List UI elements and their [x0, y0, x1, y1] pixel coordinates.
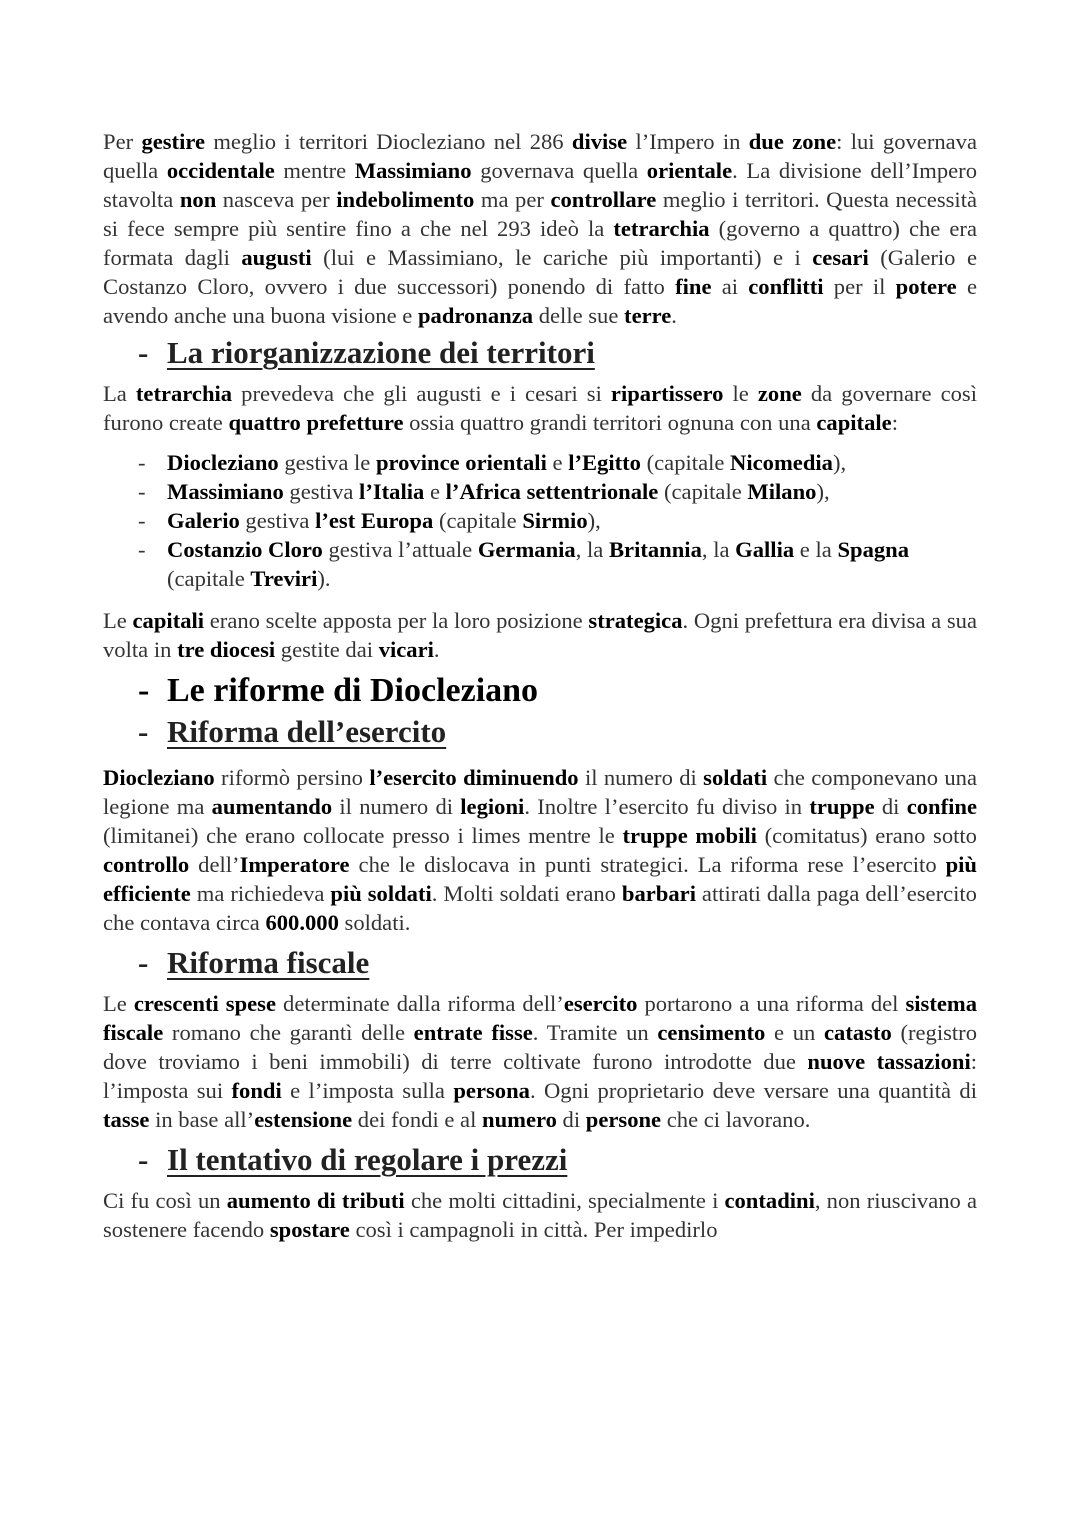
bold-term: province orientali	[375, 450, 547, 475]
heading-dash: -	[138, 672, 150, 709]
bold-term: vicari	[378, 637, 434, 662]
heading-riforme-diocleziano	[103, 670, 977, 712]
bold-term: contadini	[724, 1188, 815, 1213]
bold-term: tetrarchia	[613, 216, 710, 241]
bold-term: aumentando	[211, 794, 333, 819]
heading-dash: -	[138, 945, 149, 980]
bold-term: Diocleziano	[103, 765, 215, 790]
bold-term: capitale	[816, 410, 892, 435]
bold-term: divise	[571, 129, 628, 154]
bold-term: strategica	[588, 608, 683, 633]
heading-text: Riforma fiscale	[167, 945, 370, 980]
list-dash: -	[138, 450, 146, 475]
bold-term: persone	[585, 1107, 662, 1132]
bold-term: soldati	[703, 765, 768, 790]
bold-term: gestire	[141, 129, 206, 154]
heading-text: Le riforme di Diocleziano	[167, 672, 539, 709]
bold-term: cesari	[812, 245, 869, 270]
heading-dash: -	[138, 335, 149, 370]
heading-regolare-prezzi	[103, 1140, 977, 1180]
bold-term: zone	[757, 381, 802, 406]
bold-term: confine	[906, 794, 978, 819]
heading-text: Il tentativo di regolare i prezzi	[167, 1142, 568, 1177]
heading-riorganizzazione-territori	[103, 333, 977, 373]
bold-term: truppe mobili	[622, 823, 757, 848]
bold-term: entrate fisse	[413, 1020, 533, 1045]
paragraph-divisione-impero: Per gestire meglio i territori Diocleziano nel 286 divise l’Impero in due zone: lui governava quella occidentale mentre Massimiano governava quella orientale. La divisione dell’Impero stavolta non nasceva per indebolimento ma per controllare meglio i territori. Questa necessità si fece sempre più sentire fino a che nel 293 ideò la tetrarchia (governo a quattro) che era formata dagli augusti (lui e Massimiano, le cariche più importanti) e i cesari (Galerio e Costanzo Cloro, ovvero i due successori) ponendo di fatto fine ai conflitti per il potere e avendo anche una buona visione e padronanza delle sue terre.	[103, 129, 977, 328]
bold-term: truppe	[809, 794, 875, 819]
list-dash: -	[138, 508, 146, 533]
bold-term: l’Egitto	[568, 450, 641, 475]
list-item	[103, 506, 977, 535]
bold-term: terre	[624, 303, 672, 328]
bold-term: Costanzio Cloro	[167, 537, 323, 562]
heading-riforma-esercito	[103, 712, 977, 752]
bold-term: l’Italia	[359, 479, 425, 504]
bold-term: 600.000	[265, 910, 339, 935]
bold-term: più soldati	[330, 881, 432, 906]
bold-term: censimento	[657, 1020, 766, 1045]
list-dash: -	[138, 479, 146, 504]
bold-term: l’est Europa	[315, 508, 434, 533]
bold-term: Sirmio	[522, 508, 588, 533]
bold-term: Britannia	[608, 537, 702, 562]
bold-term: quattro prefetture	[228, 410, 404, 435]
bold-term: spostare	[269, 1217, 350, 1242]
bold-term: numero	[482, 1107, 557, 1132]
bold-term: catasto	[824, 1020, 892, 1045]
bold-term: Massimiano	[354, 158, 472, 183]
heading-riforma-fiscale	[103, 943, 977, 983]
heading-dash: -	[138, 1142, 149, 1177]
list-item	[103, 477, 977, 506]
bold-term: più efficiente	[103, 852, 978, 906]
bold-term: Germania	[477, 537, 576, 562]
prefetture-list	[103, 448, 977, 593]
bold-term: l’esercito diminuendo	[369, 765, 579, 790]
bold-term: Spagna	[837, 537, 910, 562]
list-item-text: Diocleziano gestiva le province orientali e l’Egitto (capitale Nicomedia),	[167, 450, 847, 475]
bold-term: fondi	[231, 1078, 282, 1103]
bold-term: indebolimento	[336, 187, 475, 212]
bold-term: tetrarchia	[135, 381, 233, 406]
paragraph-fiscale: Le crescenti spese determinate dalla riforma dell’esercito portarono a una riforma del sistema fiscale romano che garantì delle entrate fisse. Tramite un censimento e un catasto (registro dove troviamo i beni immobili) di terre coltivate furono introdotte due nuove tassazioni: l’imposta sui fondi e l’imposta sulla persona. Ogni proprietario deve versare una quantità di tasse in base all’estensione dei fondi e al numero di persone che ci lavorano.	[103, 991, 978, 1132]
bold-term: Massimiano	[167, 479, 284, 504]
bold-term: Galerio	[167, 508, 240, 533]
bold-term: conflitti	[748, 274, 824, 299]
bold-term: padronanza	[417, 303, 534, 328]
list-dash: -	[138, 537, 146, 562]
bold-term: controllare	[550, 187, 657, 212]
bold-term: sistema fiscale	[103, 991, 978, 1045]
bold-term: fine	[675, 274, 712, 299]
bold-term: barbari	[621, 881, 696, 906]
bold-term: persona	[453, 1078, 530, 1103]
bold-term: due zone	[748, 129, 837, 154]
bold-term: Gallia	[735, 537, 795, 562]
bold-term: Treviri	[250, 566, 318, 591]
bold-term: estensione	[254, 1107, 353, 1132]
list-item-text: Costanzio Cloro gestiva l’attuale Germania, la Britannia, la Gallia e la Spagna (capitale Treviri).	[167, 537, 910, 591]
bold-term: Diocleziano	[167, 450, 279, 475]
bold-term: esercito	[563, 991, 638, 1016]
paragraph-esercito: Diocleziano riformò persino l’esercito diminuendo il numero di soldati che componevano una legione ma aumentando il numero di legioni. Inoltre l’esercito fu diviso in truppe di confine (limitanei) che erano collocate presso i limes mentre le truppe mobili (comitatus) erano sotto controllo dell’Imperatore che le dislocava in punti strategici. La riforma rese l’esercito più efficiente ma richiedeva più soldati. Molti soldati erano barbari attirati dalla paga dell’esercito che contava circa 600.000 soldati.	[103, 765, 978, 935]
bold-term: Nicomedia	[730, 450, 833, 475]
bold-term: orientale	[646, 158, 733, 183]
bold-term: non	[179, 187, 217, 212]
heading-dash: -	[138, 714, 149, 749]
paragraph-tributi: Ci fu così un aumento di tributi che molti cittadini, specialmente i contadini, non riuscivano a sostenere facendo spostare così i campagnoli in città. Per impedirlo	[103, 1188, 977, 1242]
bold-term: occidentale	[166, 158, 275, 183]
bold-term: tre diocesi	[177, 637, 276, 662]
paragraph-capitali: Le capitali erano scelte apposta per la loro posizione strategica. Ogni prefettura era divisa a sua volta in tre diocesi gestite dai vicari.	[103, 608, 978, 662]
bold-term: Imperatore	[239, 852, 350, 877]
bold-term: ripartissero	[610, 381, 724, 406]
document-page	[103, 127, 977, 1244]
bold-term: aumento di tributi	[226, 1188, 405, 1213]
bold-term: tasse	[103, 1107, 150, 1132]
list-item-text: Massimiano gestiva l’Italia e l’Africa settentrionale (capitale Milano),	[167, 479, 830, 504]
bold-term: l’Africa settentrionale	[445, 479, 659, 504]
list-item	[103, 448, 977, 477]
bold-term: controllo	[103, 852, 190, 877]
bold-term: crescenti spese	[133, 991, 276, 1016]
heading-text: Riforma dell’esercito	[167, 714, 447, 749]
bold-term: augusti	[241, 245, 312, 270]
bold-term: potere	[895, 274, 957, 299]
bold-term: legioni	[460, 794, 525, 819]
bold-term: capitali	[132, 608, 205, 633]
heading-text: La riorganizzazione dei territori	[167, 335, 595, 370]
list-item-text: Galerio gestiva l’est Europa (capitale Sirmio),	[167, 508, 601, 533]
paragraph-tetrarchia: La tetrarchia prevedeva che gli augusti e i cesari si ripartissero le zone da governare così furono create quattro prefetture ossia quattro grandi territori ognuna con una capitale:	[103, 381, 977, 435]
list-item	[103, 535, 977, 593]
bold-term: nuove tassazioni	[807, 1049, 971, 1074]
bold-term: Milano	[747, 479, 817, 504]
